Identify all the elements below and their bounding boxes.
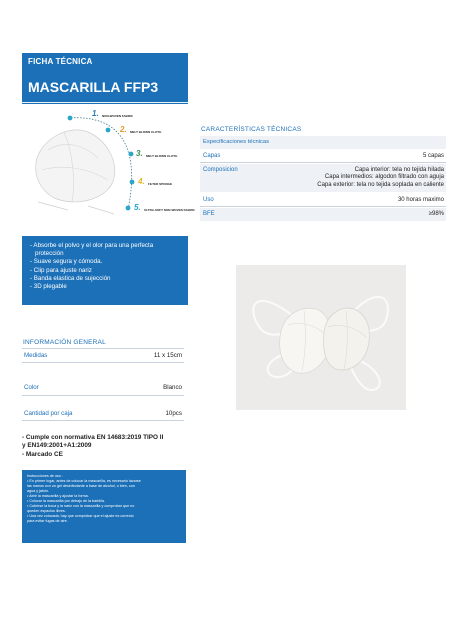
- layer-2-label: MELT BLOWN CLOTH: [130, 130, 162, 134]
- feature-item: protección: [35, 250, 64, 258]
- general-section-title: INFORMACIÓN GENERAL: [23, 339, 106, 346]
- header-banner: [22, 53, 188, 104]
- layer-1-number: 1.: [92, 109, 99, 118]
- layer-2-number: 2.: [120, 125, 127, 134]
- spec-value-line: Capa exterior: tela no tejida soplada en caliente: [317, 181, 444, 188]
- general-value: 11 x 15cm: [153, 352, 182, 359]
- instruction-line: • Una vez colocada, hay que comprobar que el ajuste es correcto: [27, 514, 134, 518]
- general-value: 10pcs: [165, 410, 182, 417]
- product-photo: [236, 265, 406, 410]
- layer-1-label: NON-WOVEN FABRIC: [102, 114, 133, 118]
- instruction-line: • Colocar la mascarilla por debajo de la barbilla.: [27, 499, 105, 503]
- spec-value: 5 capas: [422, 153, 444, 159]
- general-label: Cantidad por caja: [24, 410, 73, 417]
- instructions-card: [22, 470, 186, 543]
- instruction-line: • Abrir la mascarilla y ajustar la forma.: [27, 494, 89, 498]
- feature-item: - Banda elastica de sujección: [30, 274, 111, 282]
- mask-layers-diagram: [28, 109, 195, 218]
- layer-4-number: 4.: [138, 177, 145, 186]
- layer-3-label: MELT BLOWN CLOTH: [146, 154, 178, 158]
- mask-photo-illustration: [236, 265, 406, 410]
- spec-value-line: Capa intermedios: algodon filtrado con aguja: [324, 174, 444, 181]
- row-divider: [200, 162, 446, 163]
- layer-5-label: ULTRA-SOFT NON-WOVEN FABRIC: [144, 208, 195, 212]
- specs-header-label: Especificaciones técnicas: [203, 139, 270, 145]
- spec-row-capas: [200, 150, 446, 163]
- instruction-line: las manos con un gel desinfectante a base de alcohol, o bien, con: [27, 484, 135, 488]
- specs-section-title: CARACTERÍSTICAS TÉCNICAS: [201, 126, 302, 133]
- row-divider: [22, 362, 184, 363]
- header-divider: [22, 102, 188, 103]
- row-divider: [200, 206, 446, 207]
- feature-item: - Clip para ajuste nariz: [30, 266, 92, 274]
- spec-row-bfe: [200, 208, 446, 221]
- general-value: Blanco: [163, 384, 182, 391]
- instruction-line: agua y jabón.: [27, 489, 50, 493]
- spec-row-composicion: [200, 164, 446, 192]
- spec-value: [317, 167, 444, 189]
- general-label: Color: [24, 384, 39, 391]
- features-card: [22, 236, 188, 305]
- compliance-line: - Cumple con normativa EN 14683:2019 TIPO II: [22, 434, 164, 441]
- general-row-medidas: [22, 350, 184, 362]
- layer-3-number: 3.: [136, 149, 143, 158]
- row-divider: [22, 420, 184, 421]
- spec-value: ≥98%: [428, 211, 444, 217]
- layer-5-number: 5.: [134, 203, 141, 212]
- instructions-title: Instrucciones de uso :: [27, 474, 63, 478]
- general-row-cantidad: [22, 408, 184, 420]
- spec-label: Composicion: [203, 167, 238, 173]
- general-row-color: [22, 382, 184, 394]
- compliance-line: y EN149:2001+A1:2009: [22, 442, 92, 450]
- general-label: Medidas: [24, 352, 48, 359]
- instruction-line: • En primer lugar, antes de colocar la mascarilla, es necesario lavarse: [27, 479, 141, 483]
- general-divider: [22, 348, 184, 349]
- instruction-line: queden espacios libres.: [27, 509, 66, 513]
- row-divider: [22, 395, 184, 396]
- doc-title: MASCARILLA FFP3: [28, 79, 159, 95]
- compliance-line: - Marcado CE: [22, 450, 63, 458]
- spec-label: BFE: [203, 211, 215, 217]
- layer-4-label: FILTER SPONGE: [148, 182, 172, 186]
- feature-item: - Suave segura y cómoda.: [30, 258, 103, 266]
- feature-item: - 3D plegable: [30, 283, 67, 291]
- spec-label: Uso: [203, 197, 214, 203]
- compliance-note: [22, 434, 192, 459]
- spec-row-uso: [200, 194, 446, 207]
- instruction-line: para evitar fugas de aire.: [27, 519, 68, 523]
- instruction-line: • Cubrirse la boca y la nariz con la mascarilla y comprobar que no: [27, 504, 135, 508]
- mask-layer-illustration: [28, 110, 188, 218]
- spec-label: Capas: [203, 153, 221, 159]
- spec-value-line: Capa interior: tela no tejida hilada: [354, 167, 444, 173]
- feature-item: - Absorbe el polvo y el olor para una perfecta: [30, 242, 154, 249]
- specs-table-header: [200, 136, 446, 149]
- doc-kicker: FICHA TÉCNICA: [28, 57, 93, 66]
- spec-value: 30 horas maximo: [397, 197, 444, 203]
